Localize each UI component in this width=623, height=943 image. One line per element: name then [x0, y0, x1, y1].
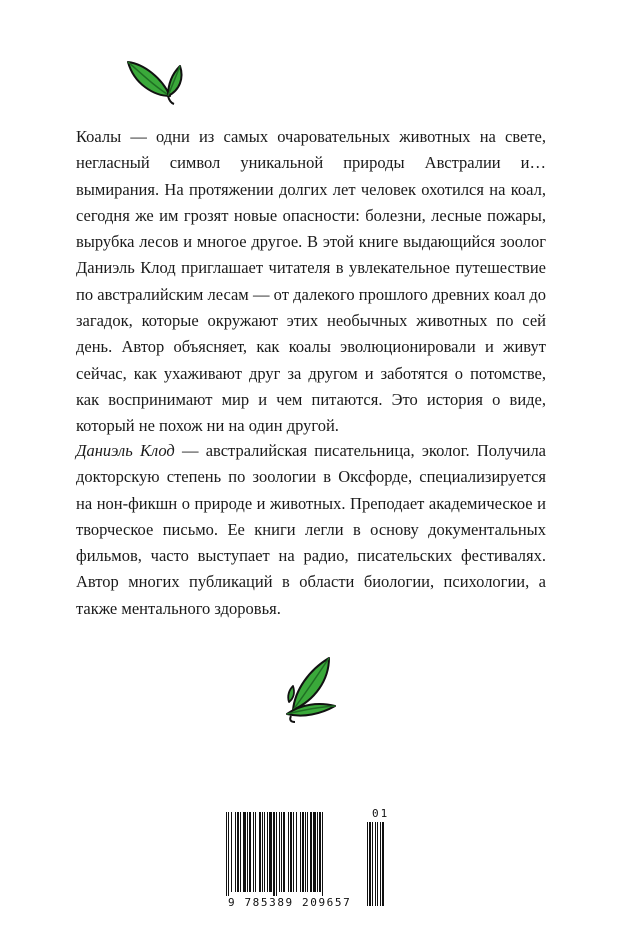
barcode-bar: [237, 812, 239, 892]
barcode-bar: [269, 812, 272, 892]
barcode-bar: [281, 812, 282, 892]
bio-text: — австралийская писательница, эколог. Получила докторскую степень по зоологии в Оксфорде, специализируется на нон-фикшн о природе и животных. Преподает академическое и творческое письмо. Ее книги легли в основу документальных фильмов, часто выступает на радио, писательских фестивалях. Автор многих публикаций в области биологии, психологии, а также ментального здоровья.: [76, 441, 546, 618]
barcode-bar: [235, 812, 236, 892]
barcode-bar: [253, 812, 254, 892]
book-description: [76, 124, 546, 440]
description-text: Коалы — одни из самых очаровательных животных на свете, негласный символ уникальной природы Австралии и… вымирания. На протяжении долгих лет человек охотился на коал, сегодня же им грозят новые опасности: болезни, лесные пожары, вырубка лесов и многое другое. В этой книге выдающийся зоолог Даниэль Клод приглашает читателя в увлекательное путешествие по австралийским лесам — от далекого прошлого древних коал до загадок, которые окружают этих необычных животных по сей день. Автор объясняет, как коалы эволюционировали и живут сейчас, как ухаживают друг за другом и заботятся о потомстве, как воспринимают мир и чем питаются. Это история о виде, который не похож ни на один другой.: [76, 127, 546, 436]
barcode-bar: [279, 812, 280, 892]
barcode-bar: [313, 812, 316, 892]
barcode-bar: [283, 812, 285, 892]
barcode-bar: [290, 812, 292, 892]
barcode-addon-bar: [382, 822, 384, 906]
barcode-bar: [310, 812, 312, 892]
leaf-icon-bottom: [279, 654, 341, 724]
barcode-bar: [288, 812, 289, 892]
barcode-bar: [240, 812, 241, 892]
barcode-bar: [273, 812, 275, 896]
barcode-bar: [231, 812, 232, 892]
author-bio: [76, 438, 546, 622]
barcode-bars: [224, 810, 364, 896]
barcode-bar: [276, 812, 277, 896]
barcode-addon-bar: [380, 822, 381, 906]
bio-paragraph: [76, 438, 546, 622]
barcode-bar: [247, 812, 248, 892]
leaf-icon-top: [124, 56, 186, 108]
barcode-bar: [228, 812, 229, 896]
barcode-addon-bar: [375, 822, 376, 906]
barcode-addon-digits: 01: [372, 807, 390, 820]
barcode-bar: [249, 812, 251, 892]
barcode-bar: [305, 812, 306, 892]
barcode-bar: [300, 812, 301, 892]
barcode-addon-bars: [366, 822, 390, 906]
barcode-bar: [302, 812, 304, 892]
barcode-bar: [264, 812, 265, 892]
barcode-bar: [296, 812, 297, 892]
barcode-bar: [255, 812, 256, 892]
leaf-icon: [124, 56, 186, 108]
author-name: Даниэль Клод: [76, 441, 175, 460]
barcode-bar: [293, 812, 294, 892]
isbn-digits: 9 785389 209657: [228, 896, 352, 909]
barcode-bar: [226, 812, 227, 896]
barcode-bar: [262, 812, 263, 892]
barcode-addon-bar: [369, 822, 371, 906]
barcode-bar: [322, 812, 323, 896]
barcode-bar: [317, 812, 318, 892]
barcode-bar: [243, 812, 246, 892]
barcode-addon-bar: [367, 822, 368, 906]
barcode-bar: [319, 812, 321, 892]
barcode-addon-bar: [372, 822, 373, 906]
barcode-bar: [267, 812, 268, 892]
barcode-bar: [307, 812, 308, 892]
barcode-bar: [259, 812, 261, 892]
barcode-addon-bar: [377, 822, 378, 906]
leaf-icon: [279, 654, 341, 724]
